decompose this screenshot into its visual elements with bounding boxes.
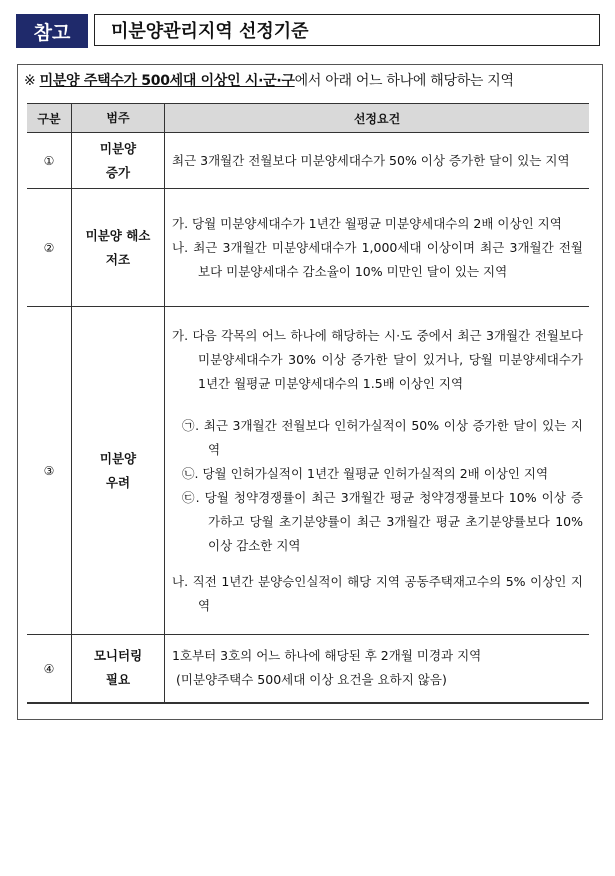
requirement-subitem: ㉠. 최근 3개월간 전월보다 인허가실적이 50% 이상 증가한 달이 있는 지역 — [182, 417, 583, 457]
category-line: 미분양 — [99, 450, 137, 466]
header-requirements: 선정요건 — [165, 104, 590, 133]
header-category: 범주 — [72, 104, 165, 133]
table-row — [27, 189, 589, 307]
requirement-text: 1호부터 3호의 어느 하나에 해당된 후 2개월 미경과 지역 — [172, 648, 482, 664]
row-number: ② — [27, 189, 72, 307]
requirement-text: 최근 3개월간 전월보다 미분양세대수가 50% 이상 증가한 달이 있는 지역 — [172, 152, 570, 168]
requirement-note: (미분양주택수 500세대 이상 요건을 요하지 않음) — [176, 672, 447, 688]
category-line: 저조 — [105, 251, 131, 267]
category-line: 증가 — [105, 164, 131, 180]
row-category — [72, 307, 165, 635]
category-line: 우려 — [105, 474, 131, 490]
table-row — [27, 307, 589, 635]
row-number: ④ — [27, 635, 72, 703]
criteria-table — [27, 103, 589, 704]
table-row — [27, 133, 589, 189]
criteria-note — [24, 70, 600, 90]
note-rest: 에서 아래 어느 하나에 해당하는 지역 — [294, 73, 514, 89]
row-requirement — [165, 189, 590, 307]
category-line: 미분양 — [99, 140, 137, 156]
row-category — [72, 635, 165, 703]
row-requirement — [165, 635, 590, 703]
requirement-subitem: ㉢. 당월 청약경쟁률이 최근 3개월간 평균 청약경쟁률보다 10% 이상 증가하고 당월 초기분양률이 최근 3개월간 평균 초기분양률보다 10% 이상 감소한 지역 — [182, 489, 583, 553]
row-number: ③ — [27, 307, 72, 635]
requirement-item-ga: 가. 당월 미분양세대수가 1년간 월평균 미분양세대수의 2배 이상인 지역 — [172, 215, 562, 231]
requirement-item-na: 나. 최근 3개월간 미분양세대수가 1,000세대 이상이며 최근 3개월간 전월보다 미분양세대수 감소율이 10% 미만인 달이 있는 지역 — [172, 239, 583, 279]
row-category — [72, 189, 165, 307]
row-category — [72, 133, 165, 189]
category-line: 미분양 해소 — [85, 227, 151, 243]
row-requirement — [165, 307, 590, 635]
requirement-subitem: ㉡. 당월 인허가실적이 1년간 월평균 인허가실적의 2배 이상인 지역 — [182, 465, 549, 481]
requirement-item-na: 나. 직전 1년간 분양승인실적이 해당 지역 공동주택재고수의 5% 이상인 지역 — [172, 573, 583, 613]
category-line: 필요 — [105, 672, 131, 688]
category-line: 모니터링 — [93, 648, 143, 664]
reference-badge: 참고 — [16, 14, 88, 48]
table-row — [27, 635, 589, 703]
note-symbol: ※ — [24, 73, 36, 89]
page-title: 미분양관리지역 선정기준 — [94, 14, 600, 46]
table-header-row — [27, 104, 589, 133]
row-requirement — [165, 133, 590, 189]
header-division: 구분 — [27, 104, 72, 133]
note-highlight: 미분양 주택수가 500세대 이상인 시·군·구 — [39, 73, 295, 89]
requirement-item-ga: 가. 다음 각목의 어느 하나에 해당하는 시·도 중에서 최근 3개월간 전월보다 미분양세대수가 30% 이상 증가한 달이 있거나, 당월 미분양세대수가 1년간 월평균 미분양세대수의 1.5배 이상인 지역 — [172, 327, 583, 391]
row-number: ① — [27, 133, 72, 189]
